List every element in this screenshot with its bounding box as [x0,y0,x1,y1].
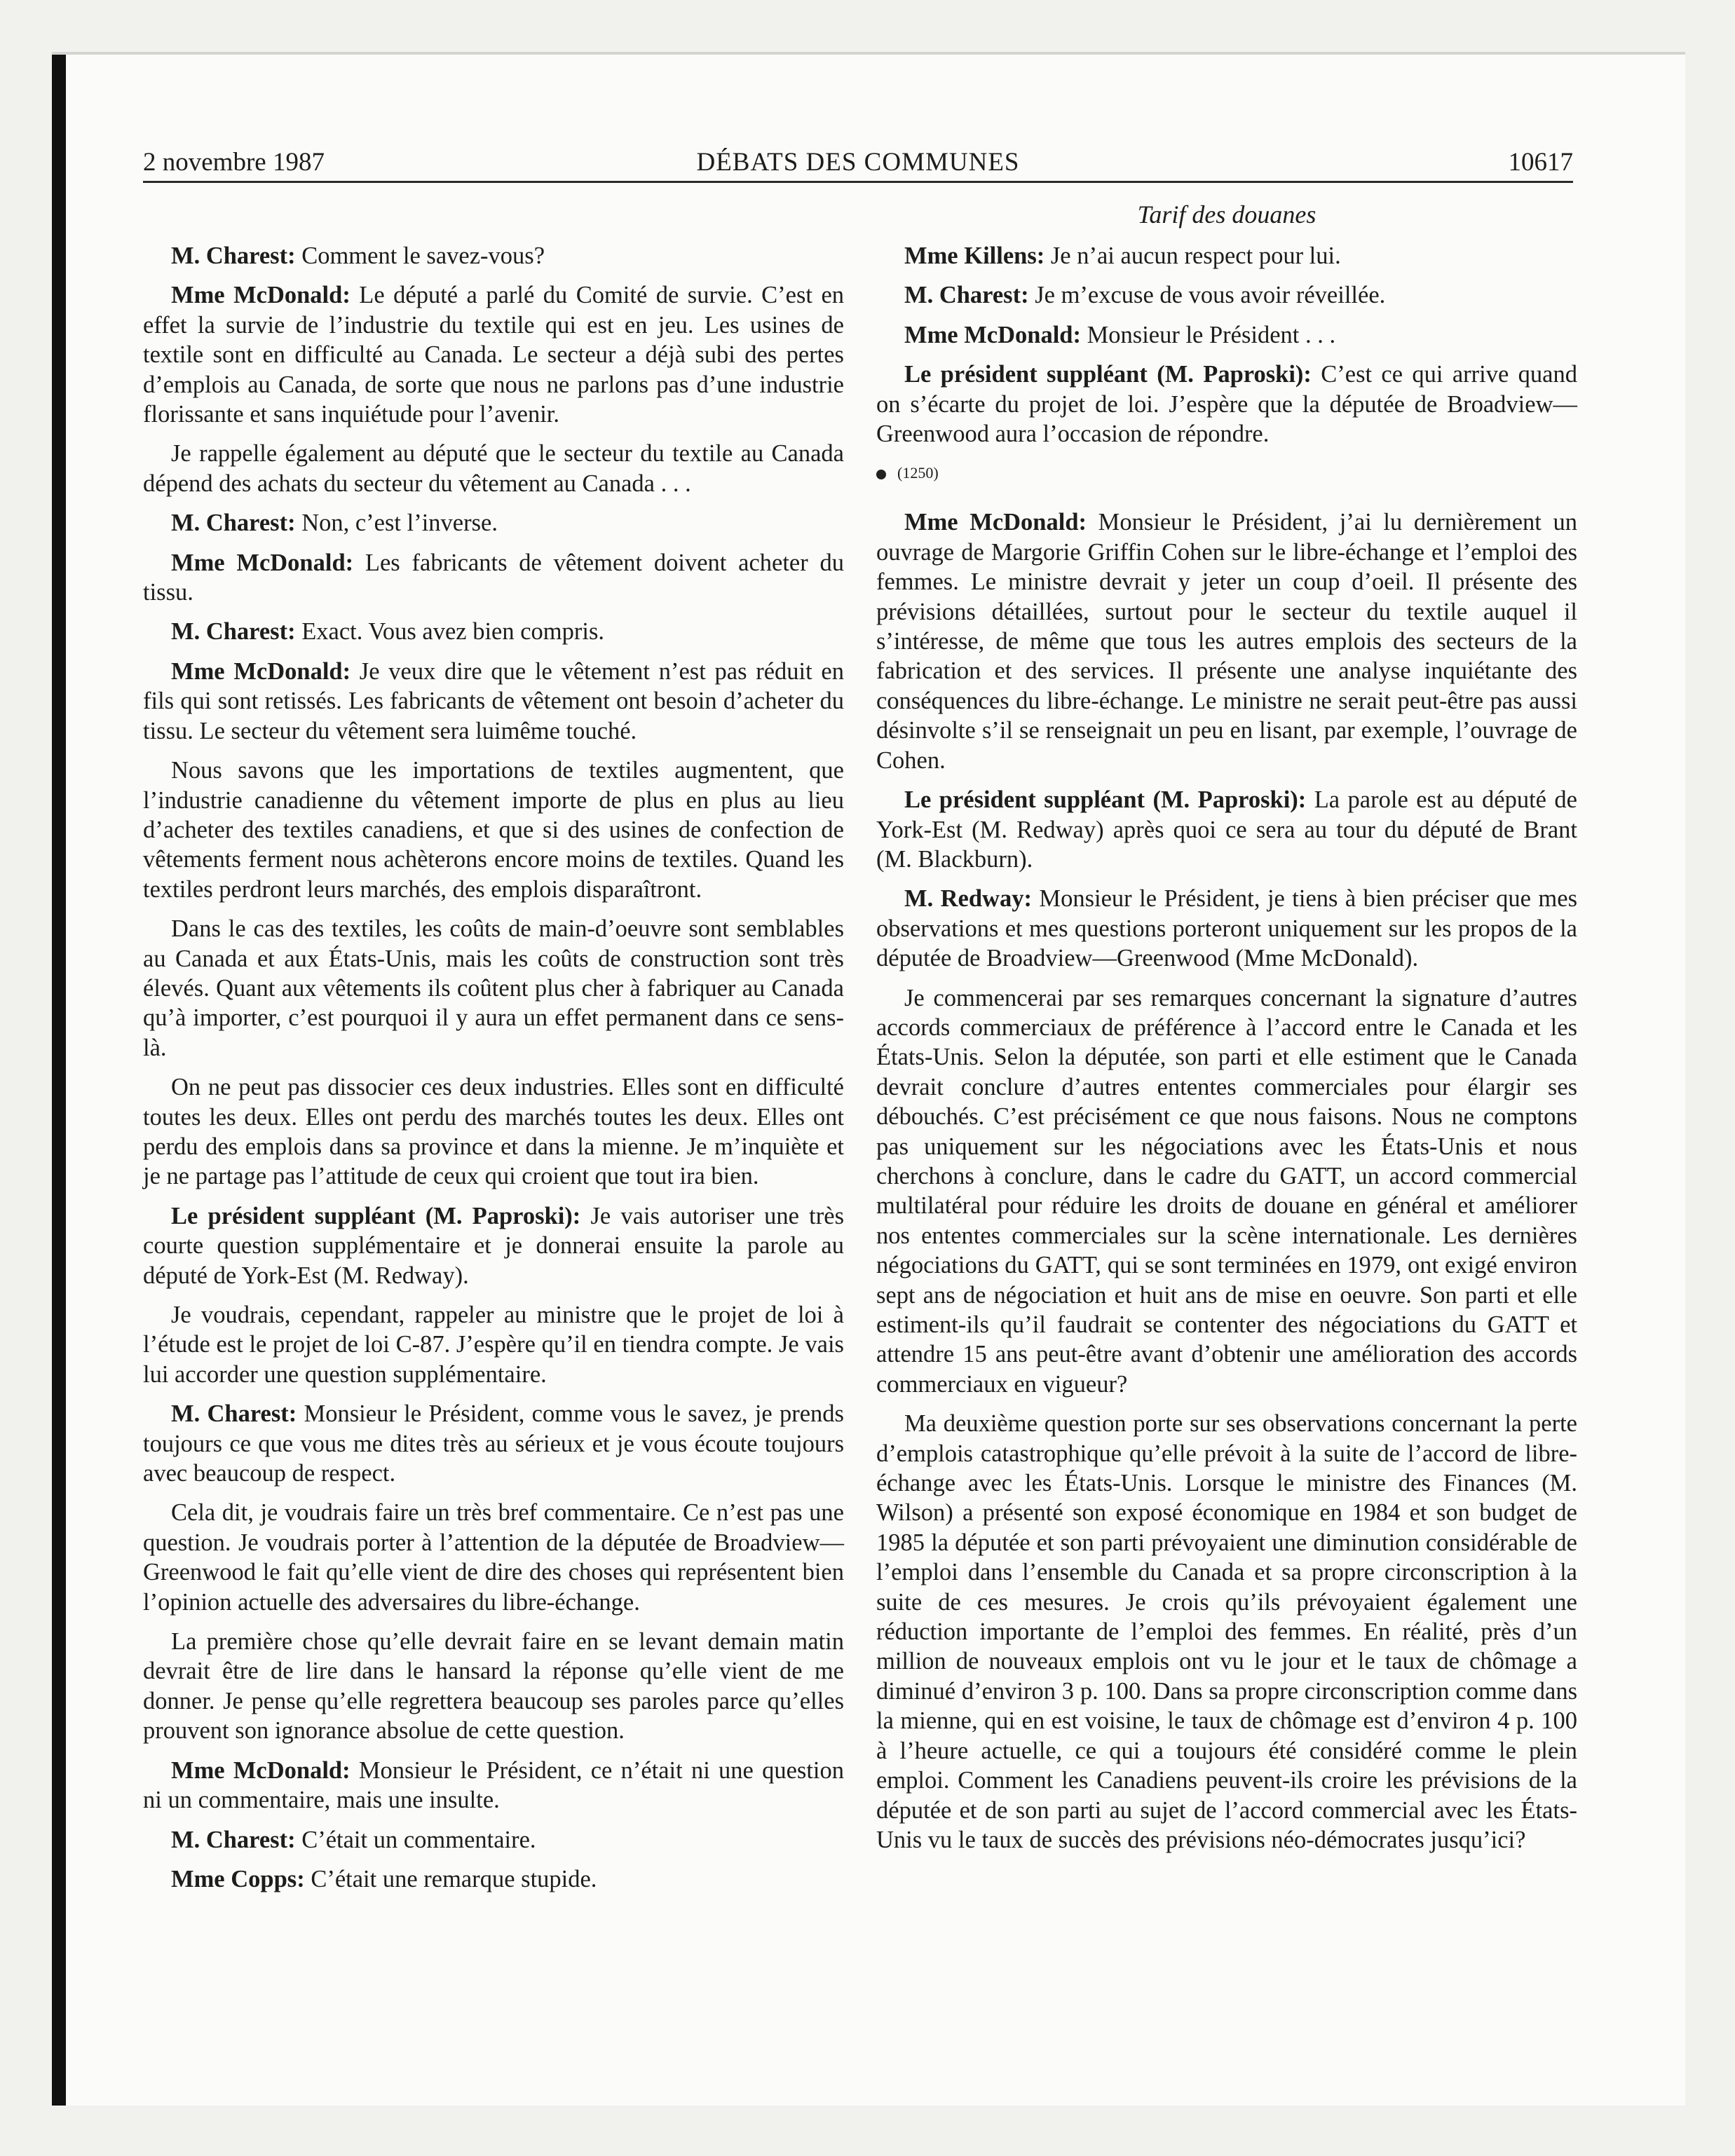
speaker-name: Mme Killens: [904,243,1045,269]
paragraph-text: Comment le savez-vous? [295,243,545,269]
paragraph-text: C’était un commentaire. [295,1826,536,1853]
paragraph-text: Monsieur le Président . . . [1080,321,1336,348]
paragraph [143,1201,844,1290]
paragraph [143,617,844,646]
paragraph-text: Nous savons que les importations de textiles augmentent, que l’industrie canadienne du vêtement importe de plus en plus au lieu d’acheter des textiles canadiens, et que si des usines de confection de vêtements ferment nous achèterons encore moins de textiles. Quand les textiles perdront leurs marchés, des emplois disparaîtront. [143,757,844,903]
paragraph [876,1409,1577,1855]
speaker-name: Le président suppléant (M. Paproski): [171,1202,581,1229]
paragraph-text: Je veux dire que le vêtement n’est pas réduit en fils qui sont retissés. Les fabricants de vêtement ont besoin d’acheter du tissu. Le secteur du vêtement sera luimême touché. [143,657,844,744]
paragraph-text: Je voudrais, cependant, rappeler au ministre que le projet de loi à l’étude est le projet de loi C-87. J’espère qu’il en tiendra compte. Je vais lui accorder une question supplémentaire. [143,1302,844,1388]
paragraph-text: Je n’ai aucun respect pour lui. [1045,243,1341,269]
paragraph [876,983,1577,1400]
paragraph [876,320,1577,350]
paragraph-text: Monsieur le Président, j’ai lu dernièrement un ouvrage de Margorie Griffin Cohen sur le libre-échange et l’emploi des femmes. Le ministre devrait y jeter un coup d’oeil. Il présente des prévisions détaillées, surtout pour le secteur du textile auquel il s’intéresse, de même que tous les autres emplois des secteurs de la fabrication et des services. Il présente une analyse inquiétante des conséquences du libre-échange. Le ministre ne serait peut-être pas aussi désinvolte s’il se renseignait un peu en lisant, par exemple, l’ouvrage de Cohen. [876,509,1578,774]
section-title: Tarif des douanes [1137,200,1316,228]
paragraph [876,507,1577,775]
paragraph [876,241,1577,271]
speaker-name: Mme Copps: [171,1865,305,1892]
paragraph [143,1825,844,1855]
paragraph [143,914,844,1063]
paragraph-text: Monsieur le Président, ce n’était ni une question ni un commentaire, mais une insulte. [143,1756,845,1814]
speaker-name: Le président suppléant (M. Paproski): [904,361,1312,388]
paragraph-text: Monsieur le Président, comme vous le savez, je prends toujours ce que vous me dites très au sérieux et je vous écoute toujours avec beaucoup de respect. [143,1400,844,1487]
paragraph [143,1498,844,1617]
header-title: DÉBATS DES COMMUNES [696,148,1020,177]
paragraph-text: Je m’excuse de vous avoir réveillée. [1028,282,1386,309]
speaker-name: Mme McDonald: [171,1756,351,1784]
paragraph [876,280,1577,310]
speaker-name: Le président suppléant (M. Paproski): [904,786,1307,814]
paragraph [143,1300,844,1389]
paragraph [143,756,844,904]
speaker-name: M. Charest: [171,510,296,537]
left-column [143,241,844,1904]
speaker-name: M. Charest: [171,243,296,269]
paragraph-text: La parole est au député de York-Est (M. Redway) après quoi ce sera au tour du député de Brant (M. Blackburn). [876,786,1577,873]
paragraph-text: C’était une remarque stupide. [304,1865,597,1892]
paragraph-text: Le député a parlé du Comité de survie. C’est en effet la survie de l’industrie du textile qui est en jeu. Les usines de textile sont en difficulté au Canada. Le secteur a déjà subi des pertes d’emplois au Canada, de sorte que nous ne parlons pas d’une industrie florissante et sans inquiétude pour l’avenir. [143,282,845,428]
speaker-name: Mme McDonald: [904,509,1087,536]
speaker-name: Mme McDonald: [904,321,1081,348]
speaker-name: Mme McDonald: [171,549,354,576]
header-date: 2 novembre 1987 [143,148,325,177]
bullet-icon [876,470,886,479]
paragraph [143,548,844,608]
paragraph [143,1399,844,1488]
speaker-name: M. Charest: [171,618,296,646]
speaker-name: M. Charest: [171,1400,297,1428]
paragraph [143,280,844,429]
paragraph-text: Monsieur le Président, je tiens à bien préciser que mes observations et mes questions porteront uniquement sur les propos de la députée de Broadview—Greenwood (Mme McDonald). [876,885,1577,972]
speaker-name: Mme McDonald: [171,657,351,685]
speaker-name: M. Redway: [904,885,1032,913]
paragraph-text: La première chose qu’elle devrait faire en se levant demain matin devrait être de lire dans le hansard la réponse qu’elle vient de me donner. Je pense qu’elle regrettera beaucoup ses paroles parce qu’elles prouvent son ignorance absolue de cette question. [143,1628,844,1745]
paragraph [143,1627,844,1746]
paragraph [143,1864,844,1894]
paragraph-text: Non, c’est l’inverse. [295,510,498,537]
time-marker [876,458,1577,488]
paragraph [143,657,844,746]
speaker-name: M. Charest: [171,1826,296,1853]
speaker-name: Mme McDonald: [171,282,351,309]
paragraph [143,508,844,538]
paragraph-text: Je commencerai par ses remarques concernant la signature d’autres accords commerciaux de préférence à l’accord entre le Canada et les États-Unis. Selon la députée, son parti et elle estiment que le Canada devrait conclure d’autres ententes commerciales pour élargir ses débouchés. C’est précisément ce que nous faisons. Nous ne comptons pas uniquement sur les négociations avec les États-Unis et nous cherchons à conclure, dans le cadre du GATT, un accord commercial multilatéral pour réduire les droits de douane en général et améliorer nos ententes commerciales sur la scène internationale. Les dernières négociations du GATT, qui se sont terminées en 1979, ont exigé environ sept ans de négociation et huit ans de mise en oeuvre. Son parti et elle estiment-ils qu’il faudrait se contenter des négociations du GATT et attendre 15 ans peut-être avant d’obtenir une amélioration des accords commerciaux en vigueur? [876,984,1577,1398]
paragraph-text: Cela dit, je voudrais faire un très bref commentaire. Ce n’est pas une question. Je voudrais porter à l’attention de la députée de Broadview—Greenwood le fait qu’elle vient de dire des choses qui représentent bien l’opinion actuelle des adversaires du libre-échange. [143,1499,844,1616]
paragraph [876,360,1577,449]
time-marker-text: (1250) [897,464,939,482]
paragraph-text: Dans le cas des textiles, les coûts de main-d’oeuvre sont semblables au Canada et aux États-Unis, mais les coûts de construction sont très élevés. Quant aux vêtements ils coûtent plus cher à fabriquer au Canada qu’à importer, c’est pourquoi il y aura un effet permanent dans ce sens-là. [143,915,844,1061]
paragraph-text: Je rappelle également au député que le secteur du textile au Canada dépend des achats du secteur du vêtement au Canada . . . [143,440,844,497]
paragraph-text: Ma deuxième question porte sur ses observations concernant la perte d’emplois catastrophique qu’elle prévoit à la suite de l’accord de libre-échange avec les États-Unis. Lorsque le ministre des Finances (M. Wilson) a présenté son exposé économique en 1984 et son budget de 1985 la députée et son parti prévoyaient une diminution considérable de l’emploi dans l’ensemble du Canada et sa propre circonscription à la suite de ces mesures. Je crois qu’ils prévoyaient également une réduction importante de l’emploi des femmes. En réalité, près d’un million de nouveaux emplois ont vu le jour et le taux de chômage a diminué d’environ 3 p. 100. Dans sa propre circonscription comme dans la mienne, qui en est voisine, le taux de chômage est d’environ 4 p. 100 à l’heure actuelle, ce qui a toujours été considéré comme le plein emploi. Comment les Canadiens peuvent-ils croire les prévisions de la députée et de son parti au sujet de l’accord commercial avec les États-Unis vu le taux de succès des prévisions néo-démocrates jusqu’ici? [876,1410,1577,1853]
paragraph-text: Les fabricants de vêtement doivent acheter du tissu. [143,549,844,606]
header-page-number: 10617 [1508,148,1573,177]
paragraph [143,439,844,498]
paragraph [143,1072,844,1192]
running-header [143,144,1573,183]
paragraph-text: Je vais autoriser une très courte question supplémentaire et je donnerai ensuite la parole au député de York-Est (M. Redway). [143,1202,844,1289]
scan-binding-edge [52,52,66,2106]
paragraph [876,785,1577,874]
paragraph-text: Exact. Vous avez bien compris. [295,618,604,646]
paragraph [143,241,844,271]
paragraph [143,1756,844,1815]
right-column [876,241,1577,1864]
paragraph-text: On ne peut pas dissocier ces deux industries. Elles sont en difficulté toutes les deux. Elles ont perdu des marchés toutes les deux. Elles ont perdu des emplois dans sa province et dans la mienne. Je m’inquiète et je ne partage pas l’attitude de ceux qui croient que tout ira bien. [143,1074,844,1190]
paragraph-text: C’est ce qui arrive quand on s’écarte du projet de loi. J’espère que la députée de Broadview—Greenwood aura l’occasion de répondre. [876,361,1577,448]
speaker-name: M. Charest: [904,282,1029,309]
paragraph [876,884,1577,973]
